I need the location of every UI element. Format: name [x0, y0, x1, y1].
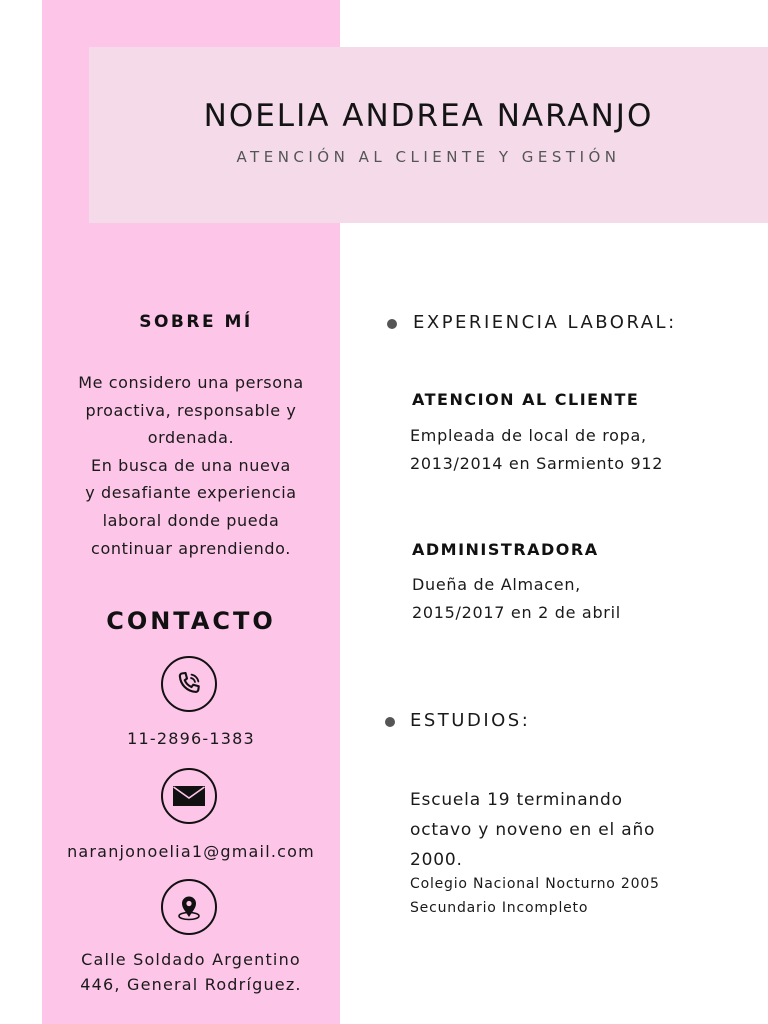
job-desc-line: 2013/2014 en Sarmiento 912 — [410, 454, 664, 473]
about-text — [42, 369, 340, 562]
job-desc-line: 2015/2017 en 2 de abril — [412, 603, 621, 622]
contact-title: CONTACTO — [106, 607, 276, 635]
about-line: y desafiante experiencia — [85, 483, 297, 503]
about-title: SOBRE MÍ — [139, 312, 253, 332]
job-title: ATENCION AL CLIENTE — [412, 390, 640, 409]
education-main — [410, 785, 655, 875]
education-line: octavo y noveno en el año — [410, 820, 656, 840]
bullet-icon — [387, 319, 397, 329]
address-line: Calle Soldado Argentino — [81, 950, 301, 969]
education-title: ESTUDIOS: — [410, 710, 531, 731]
phone-icon — [161, 656, 217, 712]
about-line: En busca de una nueva — [91, 455, 291, 475]
education-line: 2000. — [410, 850, 463, 870]
header-banner — [89, 47, 768, 223]
address — [42, 947, 340, 997]
address-line: 446, General Rodríguez. — [80, 975, 302, 994]
email-address: naranjonoelia1@gmail.com — [67, 842, 315, 861]
about-line: continuar aprendiendo. — [91, 538, 291, 558]
job-subtitle: ATENCIÓN AL CLIENTE Y GESTIÓN — [236, 148, 621, 166]
education-line: Secundario Incompleto — [410, 900, 589, 916]
about-line: laboral donde pueda — [102, 510, 280, 530]
job-desc-line: Dueña de Almacen, — [412, 575, 581, 594]
envelope-icon — [161, 768, 217, 824]
about-line: Me considero una persona — [78, 373, 304, 392]
bullet-icon — [385, 717, 395, 727]
person-name: NOELIA ANDREA NARANJO — [203, 98, 654, 134]
education-line: Colegio Nacional Nocturno 2005 — [410, 876, 660, 892]
about-line: proactiva, responsable y — [85, 400, 297, 420]
job-description — [410, 422, 663, 478]
job-title: ADMINISTRADORA — [412, 540, 599, 559]
education-line: Escuela 19 terminando — [410, 790, 623, 810]
education-extra — [410, 872, 660, 920]
phone-number: 11-2896-1383 — [127, 729, 255, 748]
job-desc-line: Empleada de local de ropa, — [410, 426, 647, 445]
job-description — [412, 571, 621, 627]
about-line: ordenada. — [147, 428, 235, 448]
experience-title: EXPERIENCIA LABORAL: — [413, 312, 677, 333]
location-pin-icon — [161, 879, 217, 935]
